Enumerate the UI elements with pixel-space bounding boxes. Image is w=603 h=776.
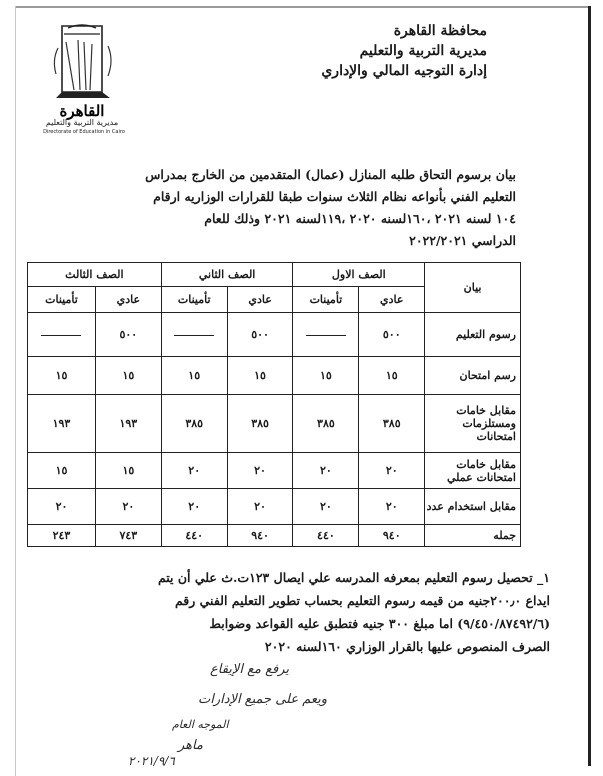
- dash-mark: [306, 335, 346, 336]
- subheader-regular: عادي: [95, 287, 161, 313]
- table-cell: ٢٠: [359, 453, 425, 489]
- logo-wordmark: القاهرة: [59, 102, 105, 120]
- table-cell: ١٩٣: [28, 395, 96, 453]
- title-line: الدراسي ٢٠٢٢/٢٠٢١: [409, 233, 516, 248]
- dash-mark: [41, 335, 81, 336]
- table-cell-empty: [161, 313, 227, 357]
- table-cell: ١٥: [28, 357, 96, 395]
- table-cell: ٥٠٠: [227, 313, 293, 357]
- table-cell: ٥٠٠: [359, 313, 425, 357]
- table-row: [28, 489, 521, 525]
- table-cell: ٧٤٣: [95, 525, 161, 547]
- table-cell: ٣٨٥: [227, 395, 293, 453]
- table-cell: ٣٨٥: [359, 395, 425, 453]
- handwritten-title: الموجه العام: [172, 718, 229, 731]
- dash-mark: [174, 335, 214, 336]
- logo-caption-arabic: مديرية التربية والتعليم: [45, 118, 119, 127]
- subheader-insurance: تأمينات: [161, 287, 227, 313]
- table-cell: ٤٤٠: [293, 525, 359, 547]
- note-paragraph: [40, 566, 550, 658]
- handwritten-signature: ماهر: [178, 738, 203, 753]
- scan-edge-top: [16, 6, 590, 8]
- table-row: [28, 313, 521, 357]
- table-cell: ٢٠: [293, 489, 359, 525]
- subheader-regular: عادي: [359, 287, 425, 313]
- table-cell: ٢٠: [95, 489, 161, 525]
- table-cell: ١٥: [95, 357, 161, 395]
- table-cell-empty: [28, 313, 96, 357]
- table-cell: ٢٠: [161, 453, 227, 489]
- row-label: مقابل خامات ومستلزمات امتحانات: [425, 395, 521, 453]
- table-cell: ٩٤٠: [227, 525, 293, 547]
- table-total-row: [28, 525, 521, 547]
- table-cell: ٤٤٠: [161, 525, 227, 547]
- table-cell: ١٥: [227, 357, 293, 395]
- header-grade-1: الصف الاول: [293, 263, 425, 287]
- table-cell: ١٥: [161, 357, 227, 395]
- table-cell: ١٥: [293, 357, 359, 395]
- header-directorate: مديرية التربية والتعليم: [359, 43, 487, 59]
- scan-edge-left: [15, 6, 16, 776]
- table-cell-empty: [293, 313, 359, 357]
- table-cell: ١٥: [95, 453, 161, 489]
- header-governorate: محافظة القاهرة: [393, 23, 487, 39]
- note-line: ١_ تحصيل رسوم التعليم بمعرفه المدرسه علي ايصال ١٢٣ت.ث علي أن يتم: [157, 570, 550, 585]
- table-cell: ٢٠: [161, 489, 227, 525]
- header-cell-label: بيان: [425, 263, 521, 313]
- document-title: [54, 164, 516, 252]
- fees-table: [27, 262, 521, 547]
- handwritten-note: ويعم على جميع الإدارات: [198, 692, 328, 707]
- subheader-regular: عادي: [227, 287, 293, 313]
- header-grade-3: الصف الثالث: [28, 263, 162, 287]
- table-header-row: [28, 263, 521, 287]
- table-cell: ٢٠: [293, 453, 359, 489]
- table-cell: ٣٨٥: [293, 395, 359, 453]
- header-department: إدارة التوجيه المالي والإداري: [321, 63, 487, 79]
- header-grade-2: الصف الثاني: [161, 263, 293, 287]
- table-cell: ٢٠: [227, 489, 293, 525]
- row-label: مقابل خامات امتحانات عملي: [425, 453, 521, 489]
- row-label: رسوم التعليم: [425, 313, 521, 357]
- row-label: مقابل استخدام عدد: [425, 489, 521, 525]
- handwritten-date: ٢٠٢١/٩/٦: [128, 754, 175, 768]
- table-cell: ٢٠: [28, 489, 96, 525]
- title-line: ١٠٤ لسنه ٢٠٢١ ،١٦٠لسنه ٢٠٢٠ ،١١٩لسنه ٢٠٢١ وذلك للعام: [204, 211, 516, 226]
- scan-edge-right: [588, 6, 591, 766]
- table-cell: ٢٠: [227, 453, 293, 489]
- note-line: (٩/٤٥٠/٨٧٤٩٢/٦) اما مبلغ ٣٠٠ جنيه فتطبق عليه القواعد وضوابط: [209, 616, 550, 631]
- title-line: بيان برسوم التحاق طلبه المنازل (عمال) المتقدمين من الخارج بمدراس: [145, 167, 516, 182]
- table-row: [28, 357, 521, 395]
- table-cell: ٥٠٠: [95, 313, 161, 357]
- table-cell: ١٥: [28, 453, 96, 489]
- subheader-insurance: تأمينات: [293, 287, 359, 313]
- table-cell: ٢٤٣: [28, 525, 96, 547]
- table-row: [28, 395, 521, 453]
- row-label: رسم امتحان: [425, 357, 521, 395]
- title-line: التعليم الفني بأنواعه نظام الثلاث سنوات طبقا للقرارات الوزاريه ارقام: [153, 189, 516, 204]
- table-cell: ١٩٣: [95, 395, 161, 453]
- handwritten-note: يرفع مع الإيقاع: [210, 662, 290, 677]
- note-line: ايداع ٢٠٠٫٠جنيه من قيمه رسوم التعليم بحساب تطوير التعليم الفني رقم: [174, 593, 550, 608]
- table-cell: ٩٤٠: [359, 525, 425, 547]
- row-label-total: جمله: [425, 525, 521, 547]
- logo-caption-english: Directorate of Education in Cairo: [43, 129, 125, 135]
- table-cell: ٢٠: [359, 489, 425, 525]
- table-cell: ١٥: [359, 357, 425, 395]
- table-row: [28, 453, 521, 489]
- subheader-insurance: تأمينات: [28, 287, 96, 313]
- table-cell: ٣٨٥: [161, 395, 227, 453]
- note-line: الصرف المنصوص عليها بالقرار الوزاري ١٦٠لسنه ٢٠٢٠: [264, 639, 550, 654]
